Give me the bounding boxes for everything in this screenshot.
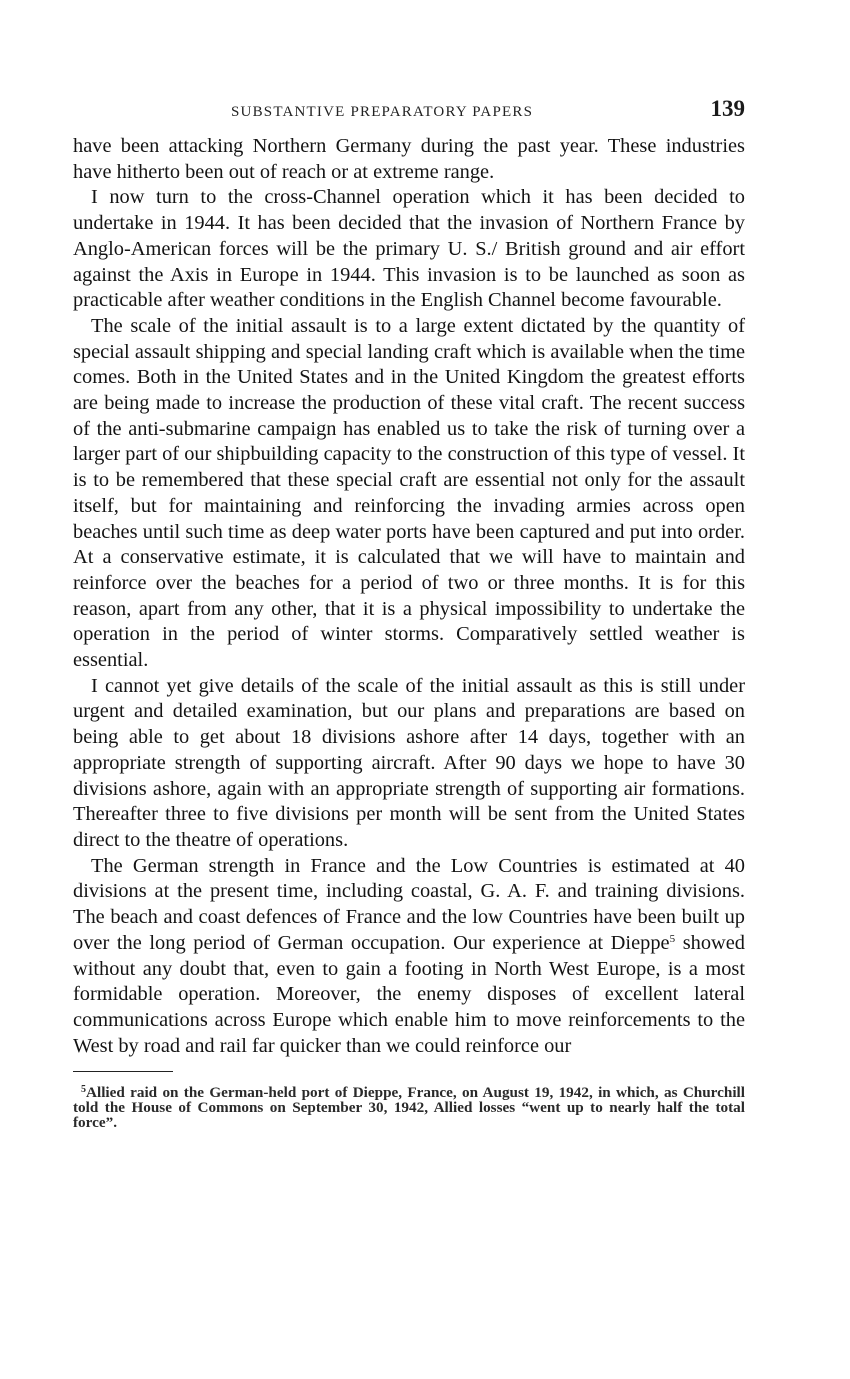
paragraph-1: have been attacking Northern Germany during the past year. These industries have hitherto been out of reach or at extreme range. (73, 135, 745, 183)
paragraph-5-text-b: showed without any doubt that, even to gain a footing in North West Europe, is a most formidable operation. Moreover, the enemy disposes of excellent lateral communications across Europe which enable him to move reinforcements to the West by road and rail far quicker than we could reinforce our (73, 931, 745, 1057)
footnote-divider (73, 1071, 173, 1072)
paragraph-5 (73, 854, 745, 1060)
body-text (73, 134, 745, 1059)
footnote-marker: 5 (81, 1084, 86, 1096)
header-title: SUBSTANTIVE PREPARATORY PAPERS (231, 104, 534, 120)
page-number: 139 (710, 96, 745, 121)
footnote-text: Allied raid on the German-held port of Dieppe, France, on August 19, 1942, in which, as Churchill told the House of Commons on September 30, 1942, Allied losses “went up to nearly half the total force”. (73, 1084, 745, 1132)
running-header (73, 92, 745, 134)
paragraph-5-text-a: The German strength in France and the Low Countries is estimated at 40 divisions at the present time, including coastal, G. A. F. and training divisions. The beach and coast defences of France and the low Countries have been built up over the long period of German occupation. Our experience at Dieppe (73, 854, 745, 954)
paragraph-4: I cannot yet give details of the scale of the initial assault as this is still under urgent and detailed examination, but our plans and preparations are based on being able to get about 18 divisions ashore after 14 days, together with an appropriate strength of supporting aircraft. After 90 days we hope to have 30 divisions ashore, again with an appropriate strength of supporting air formations. Thereafter three to five divisions per month will be sent from the United States direct to the theatre of operations. (73, 674, 745, 851)
paragraph-2: I now turn to the cross-Channel operation which it has been decided to undertake in 1944. It has been decided that the invasion of Northern France by Anglo-American forces will be the primary U. S./ British ground and air effort against the Axis in Europe in 1944. This invasion is to be launched as soon as practicable after weather conditions in the English Channel become favourable. (73, 186, 745, 312)
document-page (73, 92, 745, 1130)
paragraph-3: The scale of the initial assault is to a large extent dictated by the quantity of special assault shipping and special landing craft which is available when the time comes. Both in the United States and in the United Kingdom the greatest efforts are being made to increase the production of these vital craft. The recent success of the anti-submarine campaign has enabled us to take the risk of turning over a larger part of our shipbuilding capacity to the construction of this type of vessel. It is to be remembered that these special craft are essential not only for the assault itself, but for maintaining and reinforcing the invading armies across open beaches until such time as deep water ports have been captured and put into order. At a conservative estimate, it is calculated that we will have to maintain and reinforce over the beaches for a period of two or three months. It is for this reason, apart from any other, that it is a physical impossibility to undertake the operation in the period of winter storms. Comparatively settled weather is essential. (73, 314, 745, 672)
footnote-reference[interactable]: 5 (669, 932, 676, 945)
footnote (73, 1085, 745, 1130)
